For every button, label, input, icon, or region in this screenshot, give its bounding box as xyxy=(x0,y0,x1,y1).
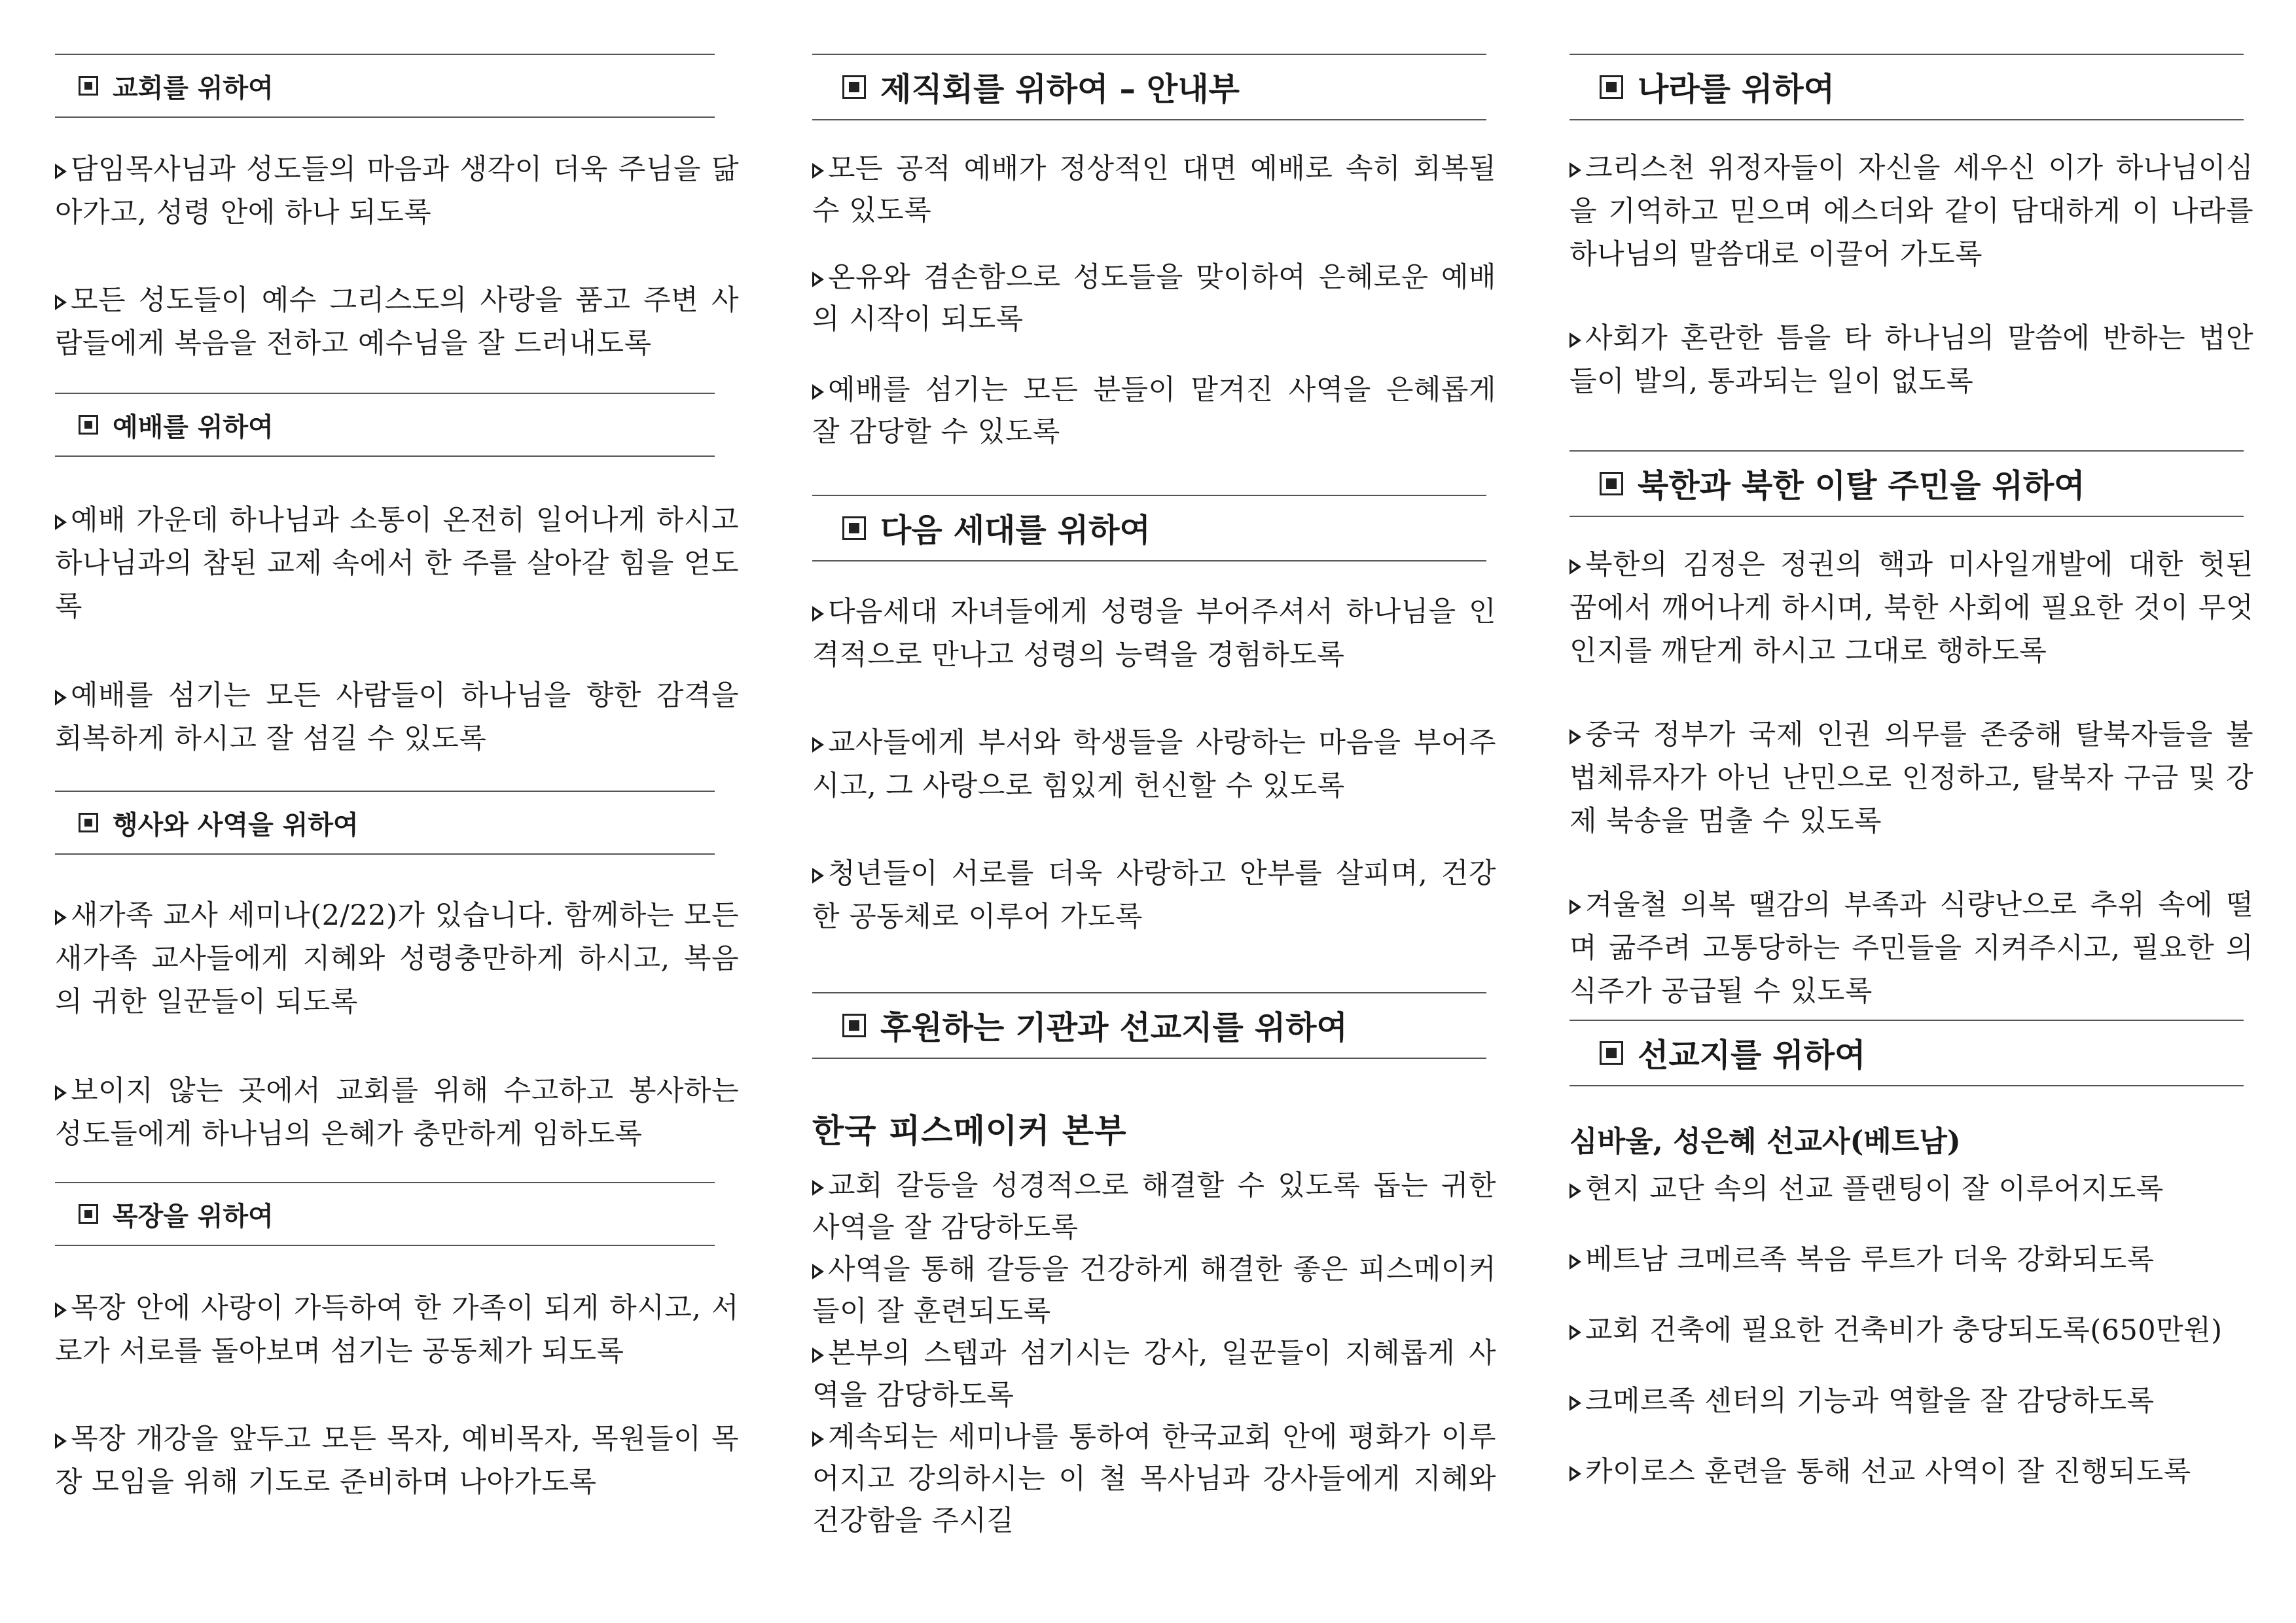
prayer-item xyxy=(55,894,739,1024)
section-header xyxy=(812,992,1486,1059)
prayer-item-text: 예배를 섬기는 모든 분들이 맡겨진 사역을 은혜롭게 잘 감당할 수 있도록 xyxy=(812,374,1496,448)
triangle-bullet-icon xyxy=(1570,1395,1581,1411)
square-bullet-icon xyxy=(842,516,866,540)
section-header xyxy=(55,393,715,457)
prayer-item xyxy=(812,148,1496,232)
triangle-bullet-icon xyxy=(55,164,67,179)
triangle-bullet-icon xyxy=(1570,899,1581,915)
triangle-bullet-icon xyxy=(55,294,67,310)
prayer-item xyxy=(812,1416,1496,1542)
prayer-item-text: 베트남 크메르족 복음 루트가 더욱 강화되도록 xyxy=(1585,1243,2155,1276)
triangle-bullet-icon xyxy=(812,1264,824,1279)
section-title: 교회를 위하여 xyxy=(113,73,274,103)
prayer-item xyxy=(1570,883,2253,1013)
section-nation xyxy=(1570,54,2253,120)
prayer-item-text: 새가족 교사 세미나(2/22)가 있습니다. 함께하는 모든 새가족 교사들에게 지혜와 성령충만하게 하시고, 복음의 귀한 일꾼들이 되도록 xyxy=(55,899,739,1018)
triangle-bullet-icon xyxy=(1570,332,1581,348)
section-header xyxy=(55,1182,715,1246)
square-bullet-icon xyxy=(1600,472,1623,495)
prayer-item-text: 교사들에게 부서와 학생들을 사랑하는 마음을 부어주시고, 그 사랑으로 힘있게 헌신할 수 있도록 xyxy=(812,726,1496,802)
prayer-item xyxy=(1570,1450,2253,1493)
section-header xyxy=(1570,54,2244,120)
prayer-item xyxy=(1570,1309,2253,1352)
section-header xyxy=(55,54,715,118)
section-worship xyxy=(55,393,739,457)
prayer-item-text: 본부의 스텝과 섬기시는 강사, 일꾼들이 지혜롭게 사역을 감당하도록 xyxy=(812,1337,1496,1412)
prayer-item xyxy=(812,1165,1496,1249)
triangle-bullet-icon xyxy=(55,514,67,530)
prayer-item-text: 사역을 통해 갈등을 건강하게 해결한 좋은 피스메이커들이 잘 훈련되도록 xyxy=(812,1253,1496,1328)
section-header xyxy=(812,495,1486,562)
section-events xyxy=(55,791,739,855)
prayer-column-2 xyxy=(812,0,1496,1623)
section-title: 행사와 사역을 위하여 xyxy=(113,810,359,840)
section-deacons xyxy=(812,54,1496,120)
section-title: 선교지를 위하여 xyxy=(1638,1037,1866,1074)
square-bullet-icon xyxy=(842,1014,866,1037)
triangle-bullet-icon xyxy=(55,1302,67,1318)
triangle-bullet-icon xyxy=(55,910,67,925)
prayer-item-text: 예배 가운데 하나님과 소통이 온전히 일어나게 하시고 하나님과의 참된 교제 속에서 한 주를 살아갈 힘을 얻도록 xyxy=(55,504,739,623)
section-north-korea xyxy=(1570,450,2253,517)
section-header xyxy=(812,54,1486,120)
section-title: 다음 세대를 위하여 xyxy=(880,512,1151,549)
prayer-item-text: 겨울철 의복 땔감의 부족과 식량난으로 추위 속에 떨며 굶주려 고통당하는 주민들을 지켜주시고, 필요한 의식주가 공급될 수 있도록 xyxy=(1570,889,2253,1008)
square-bullet-icon xyxy=(79,415,98,435)
section-title: 북한과 북한 이탈 주민을 위하여 xyxy=(1638,467,2085,505)
prayer-item-text: 보이지 않는 곳에서 교회를 위해 수고하고 봉사하는 성도들에게 하나님의 은혜가 충만하게 임하도록 xyxy=(55,1075,739,1150)
prayer-item xyxy=(812,590,1496,677)
section-next-generation xyxy=(812,495,1496,562)
section-title: 목장을 위하여 xyxy=(113,1201,274,1232)
triangle-bullet-icon xyxy=(812,1431,824,1447)
prayer-item-text: 담임목사님과 성도들의 마음과 생각이 더욱 주님을 닮아가고, 성령 안에 하나 되도록 xyxy=(55,153,739,229)
square-bullet-icon xyxy=(1600,1041,1623,1065)
prayer-item-text: 모든 성도들이 예수 그리스도의 사랑을 품고 주변 사람들에게 복음을 전하고 예수님을 잘 드러내도록 xyxy=(55,284,739,360)
prayer-item xyxy=(1570,713,2253,843)
prayer-item-text: 목장 개강을 앞두고 모든 목자, 예비목자, 목원들이 목장 모임을 위해 기도로 준비하며 나아가도록 xyxy=(55,1423,739,1499)
triangle-bullet-icon xyxy=(1570,1466,1581,1482)
section-supported-missions xyxy=(812,992,1496,1059)
section-title: 예배를 위하여 xyxy=(113,412,274,442)
prayer-item xyxy=(55,1287,739,1373)
section-church xyxy=(55,54,739,118)
prayer-item-text: 카이로스 훈련을 통해 선교 사역이 잘 진행되도록 xyxy=(1585,1455,2191,1488)
triangle-bullet-icon xyxy=(1570,559,1581,575)
prayer-item xyxy=(55,1418,739,1504)
prayer-item xyxy=(812,1249,1496,1332)
section-title: 후원하는 기관과 선교지를 위하여 xyxy=(880,1009,1348,1046)
prayer-column-1 xyxy=(55,0,739,1623)
prayer-item xyxy=(55,279,739,365)
prayer-column-3 xyxy=(1570,0,2253,1623)
section-header xyxy=(1570,1020,2244,1086)
triangle-bullet-icon xyxy=(1570,729,1581,745)
triangle-bullet-icon xyxy=(812,1347,824,1363)
prayer-item-text: 교회 건축에 필요한 건축비가 충당되도록(650만원) xyxy=(1585,1314,2223,1347)
prayer-item-text: 계속되는 세미나를 통하여 한국교회 안에 평화가 이루어지고 강의하시는 이 철 목사님과 강사들에게 지혜와 건강함을 주시길 xyxy=(812,1421,1496,1537)
square-bullet-icon xyxy=(842,75,866,99)
prayer-item xyxy=(55,674,739,760)
prayer-item xyxy=(1570,147,2253,276)
triangle-bullet-icon xyxy=(1570,1183,1581,1199)
square-bullet-icon xyxy=(79,76,98,96)
prayer-item xyxy=(1570,1238,2253,1281)
prayer-item-text: 교회 갈등을 성경적으로 해결할 수 있도록 돕는 귀한 사역을 잘 감당하도록 xyxy=(812,1169,1496,1244)
triangle-bullet-icon xyxy=(812,1180,824,1196)
prayer-item xyxy=(812,1332,1496,1416)
triangle-bullet-icon xyxy=(812,737,824,753)
triangle-bullet-icon xyxy=(812,163,824,179)
prayer-item-text: 크리스천 위정자들이 자신을 세우신 이가 하나님이심을 기억하고 믿으며 에스더와 같이 담대하게 이 나라를 하나님의 말씀대로 이끌어 가도록 xyxy=(1570,152,2253,271)
section-header xyxy=(1570,450,2244,517)
triangle-bullet-icon xyxy=(1570,1325,1581,1340)
triangle-bullet-icon xyxy=(812,272,824,287)
prayer-item-text: 크메르족 센터의 기능과 역할을 잘 감당하도록 xyxy=(1585,1385,2155,1418)
triangle-bullet-icon xyxy=(55,1085,67,1101)
prayer-item xyxy=(812,721,1496,808)
triangle-bullet-icon xyxy=(55,1433,67,1449)
prayer-item-text: 목장 안에 사랑이 가득하여 한 가족이 되게 하시고, 서로가 서로를 돌아보며 섬기는 공동체가 되도록 xyxy=(55,1292,739,1368)
prayer-item xyxy=(1570,543,2253,673)
prayer-item xyxy=(812,852,1496,938)
square-bullet-icon xyxy=(1600,75,1623,99)
prayer-item xyxy=(55,148,739,234)
triangle-bullet-icon xyxy=(812,868,824,883)
prayer-item-text: 사회가 혼란한 틈을 타 하나님의 말씀에 반하는 법안들이 발의, 통과되는 일이 없도록 xyxy=(1570,322,2253,398)
prayer-item xyxy=(55,499,739,628)
triangle-bullet-icon xyxy=(1570,162,1581,178)
square-bullet-icon xyxy=(79,1204,98,1224)
triangle-bullet-icon xyxy=(1570,1254,1581,1270)
prayer-item-text: 예배를 섬기는 모든 사람들이 하나님을 향한 감격을 회복하게 하시고 잘 섬길 수 있도록 xyxy=(55,679,739,755)
prayer-item-text: 중국 정부가 국제 인권 의무를 존중해 탈북자들을 불법체류자가 아닌 난민으로 인정하고, 탈북자 구금 및 강제 북송을 멈출 수 있도록 xyxy=(1570,719,2253,838)
section-header xyxy=(55,791,715,855)
section-cell-group xyxy=(55,1182,739,1246)
prayer-item-text: 다음세대 자녀들에게 성령을 부어주셔서 하나님을 인격적으로 만나고 성령의 능력을 경험하도록 xyxy=(812,596,1496,671)
prayer-item xyxy=(1570,1380,2253,1423)
prayer-item-text: 북한의 김정은 정권의 핵과 미사일개발에 대한 헛된 꿈에서 깨어나게 하시며, 북한 사회에 필요한 것이 무엇인지를 깨닫게 하시고 그대로 행하도록 xyxy=(1570,548,2253,668)
missionary-name: 심바울, 성은혜 선교사(베트남) xyxy=(1570,1125,1961,1158)
prayer-item-text: 청년들이 서로를 더욱 사랑하고 안부를 살피며, 건강한 공동체로 이루어 가도록 xyxy=(812,857,1496,933)
prayer-item-text: 모든 공적 예배가 정상적인 대면 예배로 속히 회복될 수 있도록 xyxy=(812,152,1496,227)
prayer-item xyxy=(1570,1168,2253,1211)
prayer-item xyxy=(812,369,1496,453)
section-title: 나라를 위하여 xyxy=(1638,71,1835,108)
prayer-item-text: 현지 교단 속의 선교 플랜팅이 잘 이루어지도록 xyxy=(1585,1173,2164,1205)
triangle-bullet-icon xyxy=(55,690,67,705)
organization-heading: 한국 피스메이커 본부 xyxy=(812,1111,1127,1150)
prayer-item xyxy=(1570,317,2253,403)
section-title: 제직회를 위하여 – 안내부 xyxy=(880,71,1240,108)
prayer-item xyxy=(55,1069,739,1156)
triangle-bullet-icon xyxy=(812,606,824,622)
prayer-item-text: 온유와 겸손함으로 성도들을 맞이하여 은혜로운 예배의 시작이 되도록 xyxy=(812,261,1496,336)
prayer-item xyxy=(812,257,1496,340)
section-missions xyxy=(1570,1020,2253,1086)
square-bullet-icon xyxy=(79,813,98,832)
triangle-bullet-icon xyxy=(812,384,824,400)
